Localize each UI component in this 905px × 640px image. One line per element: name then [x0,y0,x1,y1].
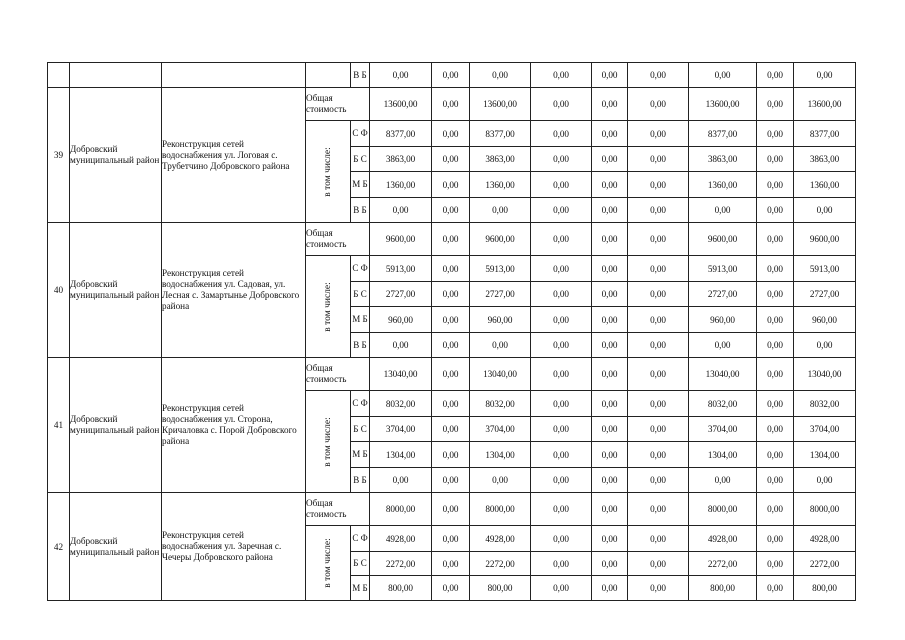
value-cell: 0,00 [592,172,628,198]
value-cell: 800,00 [689,576,757,601]
value-cell: 1304,00 [689,442,757,468]
value-cell: 8377,00 [470,121,531,147]
value-cell: 0,00 [794,468,856,493]
total-value-cell: 0,00 [628,88,689,121]
value-cell: 0,00 [432,526,470,552]
value-cell: 0,00 [470,198,531,223]
value-cell: 3704,00 [794,417,856,442]
value-cell: 0,00 [432,307,470,333]
value-cell: 3863,00 [470,147,531,172]
value-cell: 1360,00 [689,172,757,198]
value-cell: 960,00 [470,307,531,333]
including-label: в том числе: [323,146,333,197]
table-row-project [48,223,856,256]
value-cell: 8377,00 [370,121,432,147]
total-value-cell: 13040,00 [794,358,856,391]
fund-code: С Ф [351,526,370,552]
value-cell: 0,00 [628,333,689,358]
fund-code: М Б [351,172,370,198]
including-label-cell [306,121,351,223]
total-value-cell: 0,00 [628,493,689,526]
value-cell: 800,00 [794,576,856,601]
value-cell: 3704,00 [470,417,531,442]
value-cell: 0,00 [531,526,592,552]
empty-cell [70,63,162,88]
total-cost-label: Общая стоимость [306,493,370,526]
total-value-cell: 13600,00 [794,88,856,121]
district-name: Добровский муниципальный район [70,358,162,493]
value-cell: 0,00 [370,468,432,493]
value-cell: 0,00 [432,391,470,417]
total-value-cell: 9600,00 [370,223,432,256]
value-cell: 0,00 [628,256,689,282]
including-label-cell [306,256,351,358]
row-number: 41 [48,358,70,493]
value-cell: 0,00 [370,63,432,88]
value-cell: 3863,00 [689,147,757,172]
value-cell: 5913,00 [470,256,531,282]
value-cell: 8032,00 [689,391,757,417]
fund-code: С Ф [351,256,370,282]
value-cell: 0,00 [757,63,794,88]
value-cell: 0,00 [689,333,757,358]
value-cell: 0,00 [592,526,628,552]
value-cell: 0,00 [531,468,592,493]
value-cell: 0,00 [757,576,794,601]
total-value-cell: 0,00 [757,358,794,391]
value-cell: 0,00 [628,172,689,198]
value-cell: 800,00 [370,576,432,601]
value-cell: 2727,00 [470,282,531,307]
value-cell: 0,00 [592,307,628,333]
value-cell: 0,00 [432,442,470,468]
including-label: в том числе: [323,416,333,467]
value-cell: 4928,00 [370,526,432,552]
value-cell: 1304,00 [470,442,531,468]
empty-cell [162,63,306,88]
value-cell: 0,00 [531,172,592,198]
total-value-cell: 0,00 [432,493,470,526]
total-value-cell: 0,00 [531,223,592,256]
value-cell: 0,00 [592,198,628,223]
value-cell: 0,00 [370,198,432,223]
value-cell: 0,00 [592,391,628,417]
value-cell: 0,00 [628,526,689,552]
value-cell: 0,00 [531,147,592,172]
project-description: Реконструкция сетей водоснабжения ул. Логовая с. Трубетчино Добровского района [162,88,306,223]
value-cell: 0,00 [757,552,794,576]
value-cell: 0,00 [531,333,592,358]
value-cell: 0,00 [628,417,689,442]
value-cell: 0,00 [628,391,689,417]
value-cell: 0,00 [689,63,757,88]
value-cell: 8377,00 [689,121,757,147]
value-cell: 0,00 [531,307,592,333]
fund-code: Б С [351,282,370,307]
value-cell: 2727,00 [370,282,432,307]
table-row-partial [48,63,856,88]
value-cell: 960,00 [689,307,757,333]
value-cell: 5913,00 [794,256,856,282]
value-cell: 0,00 [628,282,689,307]
fund-code: М Б [351,307,370,333]
value-cell: 1360,00 [794,172,856,198]
total-value-cell: 9600,00 [470,223,531,256]
fund-code: В Б [351,468,370,493]
value-cell: 1360,00 [370,172,432,198]
total-value-cell: 0,00 [757,493,794,526]
value-cell: 0,00 [470,333,531,358]
value-cell: 0,00 [794,198,856,223]
total-value-cell: 13040,00 [370,358,432,391]
value-cell: 0,00 [592,256,628,282]
value-cell: 0,00 [531,442,592,468]
value-cell: 0,00 [592,282,628,307]
value-cell: 2272,00 [794,552,856,576]
total-value-cell: 0,00 [757,223,794,256]
value-cell: 0,00 [757,468,794,493]
district-name: Добровский муниципальный район [70,493,162,601]
value-cell: 0,00 [531,552,592,576]
value-cell: 0,00 [592,417,628,442]
including-label: в том числе: [323,281,333,332]
value-cell: 0,00 [628,576,689,601]
total-value-cell: 0,00 [531,88,592,121]
fund-code: Б С [351,417,370,442]
value-cell: 0,00 [592,63,628,88]
value-cell: 0,00 [628,552,689,576]
table-row-project [48,358,856,391]
total-value-cell: 13600,00 [689,88,757,121]
empty-cell [48,63,70,88]
total-value-cell: 0,00 [432,88,470,121]
total-value-cell: 0,00 [592,223,628,256]
value-cell: 0,00 [757,391,794,417]
total-value-cell: 13040,00 [689,358,757,391]
value-cell: 0,00 [432,147,470,172]
value-cell: 4928,00 [794,526,856,552]
value-cell: 0,00 [628,198,689,223]
value-cell: 3704,00 [370,417,432,442]
value-cell: 0,00 [757,526,794,552]
fund-code: М Б [351,442,370,468]
value-cell: 0,00 [592,147,628,172]
total-value-cell: 0,00 [432,358,470,391]
total-value-cell: 0,00 [531,493,592,526]
value-cell: 0,00 [757,198,794,223]
value-cell: 0,00 [432,172,470,198]
value-cell: 0,00 [432,552,470,576]
row-number: 42 [48,493,70,601]
value-cell: 0,00 [757,442,794,468]
value-cell: 8032,00 [470,391,531,417]
value-cell: 0,00 [794,333,856,358]
value-cell: 5913,00 [689,256,757,282]
value-cell: 0,00 [628,121,689,147]
fund-code: В Б [351,198,370,223]
value-cell: 8032,00 [370,391,432,417]
value-cell: 0,00 [689,468,757,493]
value-cell: 5913,00 [370,256,432,282]
project-description: Реконструкция сетей водоснабжения ул. Заречная с. Чечеры Добровского района [162,493,306,601]
value-cell: 0,00 [370,333,432,358]
value-cell: 800,00 [470,576,531,601]
value-cell: 0,00 [470,63,531,88]
value-cell: 0,00 [470,468,531,493]
table-row-project [48,88,856,121]
value-cell: 2272,00 [689,552,757,576]
value-cell: 0,00 [628,63,689,88]
value-cell: 0,00 [432,63,470,88]
table-row-project [48,493,856,526]
value-cell: 0,00 [432,282,470,307]
value-cell: 0,00 [757,282,794,307]
total-value-cell: 9600,00 [689,223,757,256]
value-cell: 8032,00 [794,391,856,417]
total-value-cell: 0,00 [628,223,689,256]
value-cell: 0,00 [432,333,470,358]
value-cell: 0,00 [592,442,628,468]
value-cell: 0,00 [592,121,628,147]
including-label-cell [306,526,351,601]
total-value-cell: 8000,00 [470,493,531,526]
value-cell: 2727,00 [689,282,757,307]
value-cell: 0,00 [592,468,628,493]
value-cell: 0,00 [628,147,689,172]
value-cell: 3863,00 [370,147,432,172]
total-value-cell: 0,00 [531,358,592,391]
row-number: 39 [48,88,70,223]
value-cell: 0,00 [757,172,794,198]
total-value-cell: 13600,00 [470,88,531,121]
value-cell: 0,00 [531,282,592,307]
value-cell: 8377,00 [794,121,856,147]
value-cell: 0,00 [757,417,794,442]
value-cell: 0,00 [689,198,757,223]
value-cell: 0,00 [531,256,592,282]
including-label-cell [306,391,351,493]
value-cell: 0,00 [432,121,470,147]
value-cell: 0,00 [531,417,592,442]
value-cell: 0,00 [592,333,628,358]
value-cell: 0,00 [531,63,592,88]
total-value-cell: 0,00 [628,358,689,391]
total-value-cell: 0,00 [592,493,628,526]
fund-code: С Ф [351,391,370,417]
value-cell: 2272,00 [370,552,432,576]
value-cell: 0,00 [531,121,592,147]
fund-code: В Б [351,63,370,88]
value-cell: 960,00 [370,307,432,333]
table-body [48,63,856,601]
value-cell: 0,00 [432,256,470,282]
value-cell: 4928,00 [470,526,531,552]
value-cell: 0,00 [432,468,470,493]
total-value-cell: 8000,00 [794,493,856,526]
value-cell: 960,00 [794,307,856,333]
value-cell: 0,00 [757,333,794,358]
value-cell: 0,00 [757,307,794,333]
fund-code: С Ф [351,121,370,147]
total-value-cell: 0,00 [432,223,470,256]
value-cell: 1304,00 [370,442,432,468]
value-cell: 2272,00 [470,552,531,576]
value-cell: 0,00 [757,121,794,147]
total-value-cell: 0,00 [757,88,794,121]
value-cell: 0,00 [757,147,794,172]
total-cost-label: Общая стоимость [306,223,370,256]
funding-table [47,62,856,601]
value-cell: 4928,00 [689,526,757,552]
value-cell: 0,00 [432,417,470,442]
value-cell: 0,00 [592,576,628,601]
empty-cell [306,63,351,88]
district-name: Добровский муниципальный район [70,223,162,358]
total-value-cell: 13040,00 [470,358,531,391]
total-value-cell: 8000,00 [370,493,432,526]
value-cell: 0,00 [531,576,592,601]
district-name: Добровский муниципальный район [70,88,162,223]
row-number: 40 [48,223,70,358]
value-cell: 2727,00 [794,282,856,307]
value-cell: 0,00 [628,442,689,468]
value-cell: 0,00 [794,63,856,88]
fund-code: Б С [351,552,370,576]
total-value-cell: 8000,00 [689,493,757,526]
total-value-cell: 13600,00 [370,88,432,121]
fund-code: Б С [351,147,370,172]
fund-code: В Б [351,333,370,358]
total-value-cell: 0,00 [592,88,628,121]
value-cell: 0,00 [531,198,592,223]
value-cell: 3863,00 [794,147,856,172]
total-value-cell: 0,00 [592,358,628,391]
project-description: Реконструкция сетей водоснабжения ул. Садовая, ул. Лесная с. Замартынье Добровского района [162,223,306,358]
total-value-cell: 9600,00 [794,223,856,256]
value-cell: 1304,00 [794,442,856,468]
including-label: в том числе: [323,538,333,588]
value-cell: 0,00 [432,576,470,601]
value-cell: 3704,00 [689,417,757,442]
total-cost-label: Общая стоимость [306,358,370,391]
project-description: Реконструкция сетей водоснабжения ул. Сторона, Кричаловка с. Порой Добровского района [162,358,306,493]
value-cell: 0,00 [628,468,689,493]
value-cell: 0,00 [531,391,592,417]
value-cell: 0,00 [432,198,470,223]
fund-code: М Б [351,576,370,601]
value-cell: 1360,00 [470,172,531,198]
value-cell: 0,00 [592,552,628,576]
value-cell: 0,00 [757,256,794,282]
total-cost-label: Общая стоимость [306,88,370,121]
value-cell: 0,00 [628,307,689,333]
